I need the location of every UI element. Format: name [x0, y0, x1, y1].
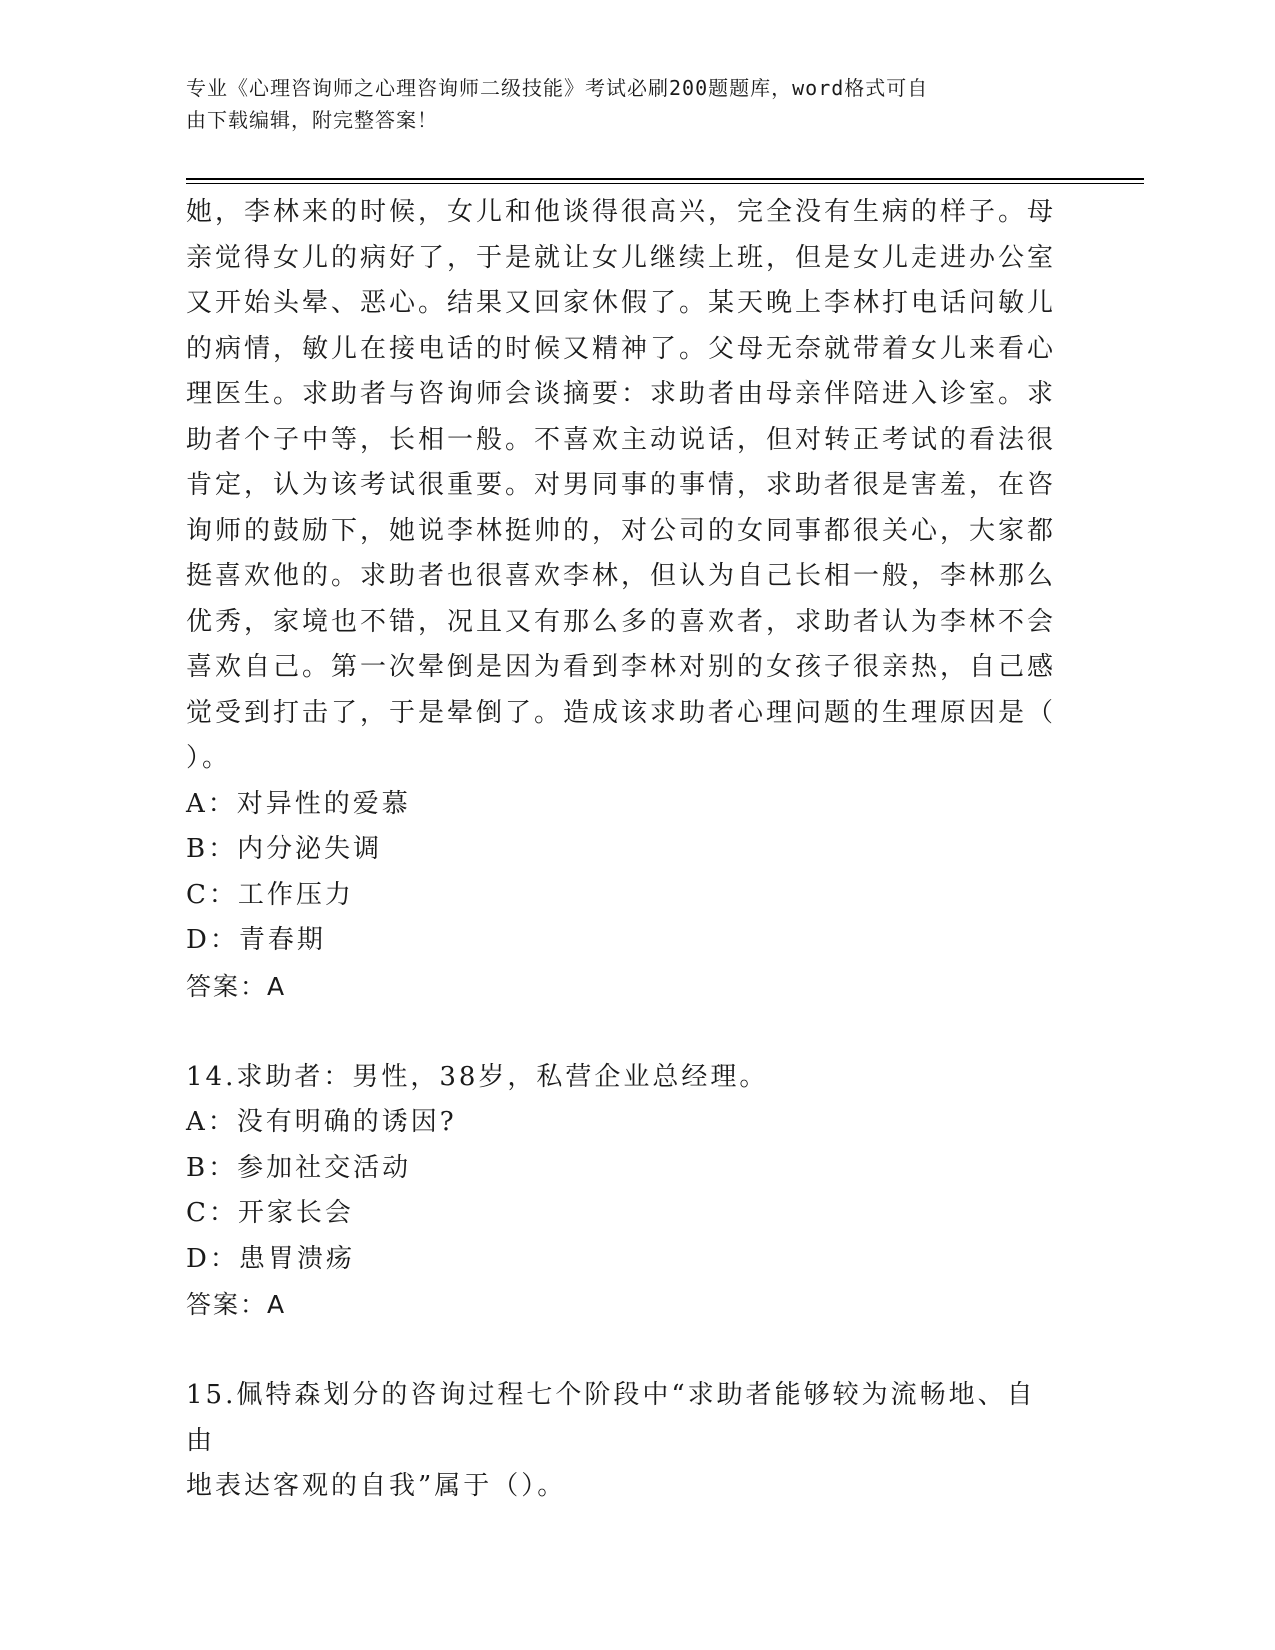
- question-13-line: 询师的鼓励下，她说李林挺帅的，对公司的女同事都很关心，大家都: [186, 515, 1057, 546]
- spacer: [186, 1009, 1056, 1055]
- question-13: [186, 190, 1056, 1009]
- question-13-line: 的病情，敏儿在接电话的时候又精神了。父母无奈就带着女儿来看心: [186, 333, 1057, 364]
- header-divider-thick: [186, 178, 1144, 180]
- question-13-line: 理医生。求助者与咨询师会谈摘要：求助者由母亲伴陪进入诊室。求: [186, 379, 1057, 409]
- question-14-option-c: C：开家长会: [186, 1198, 354, 1228]
- question-13-option-c: C：工作压力: [186, 879, 354, 910]
- question-13-answer: 答案：A: [186, 971, 287, 1001]
- question-13-option-a: A：对异性的爱慕: [186, 788, 411, 819]
- document-body: [186, 190, 1056, 1510]
- question-13-option-b: B：内分泌失调: [186, 834, 383, 864]
- question-14: [186, 1055, 1056, 1328]
- question-13-line: 觉受到打击了，于是晕倒了。造成该求助者心理问题的生理原因是（: [186, 697, 1057, 728]
- question-14-stem: 14.求助者：男性，38岁，私营企业总经理。: [186, 1061, 769, 1092]
- question-13-line: 优秀，家境也不错，况且又有那么多的喜欢者，求助者认为李林不会: [186, 606, 1057, 637]
- question-13-line: 又开始头晕、恶心。结果又回家休假了。某天晚上李林打电话问敏儿: [186, 288, 1057, 318]
- header-line-1: 专业《心理咨询师之心理咨询师二级技能》考试必刷200题题库，word格式可自: [186, 76, 929, 100]
- question-13-line: 喜欢自己。第一次晕倒是因为看到李林对别的女孩子很亲热，自己感: [186, 652, 1057, 682]
- question-15-line: 地表达客观的自我”属于（）。: [186, 1471, 567, 1501]
- question-14-option-d: D：患胃溃疡: [186, 1243, 355, 1274]
- header-line-2: 由下载编辑，附完整答案！: [186, 108, 438, 132]
- question-15-line: 15.佩特森划分的咨询过程七个阶段中“求助者能够较为流畅地、自由: [186, 1380, 1036, 1456]
- question-14-option-a: A：没有明确的诱因?: [186, 1107, 457, 1137]
- question-13-line: 肯定，认为该考试很重要。对男同事的事情，求助者很是害羞，在咨: [186, 470, 1057, 500]
- question-13-option-d: D：青春期: [186, 925, 326, 955]
- question-13-line: 挺喜欢他的。求助者也很喜欢李林，但认为自己长相一般，李林那么: [186, 561, 1057, 591]
- spacer: [186, 1328, 1056, 1374]
- header-divider-thin: [186, 183, 1144, 184]
- question-13-line: 亲觉得女儿的病好了，于是就让女儿继续上班，但是女儿走进办公室: [186, 242, 1057, 273]
- question-13-line: 她，李林来的时候，女儿和他谈得很高兴，完全没有生病的样子。母: [186, 197, 1057, 227]
- question-13-line: 助者个子中等，长相一般。不喜欢主动说话，但对转正考试的看法很: [186, 424, 1057, 455]
- question-14-option-b: B：参加社交活动: [186, 1152, 412, 1183]
- question-15: [186, 1373, 1056, 1510]
- question-14-answer: 答案：A: [186, 1290, 287, 1319]
- question-13-line: ）。: [186, 743, 232, 773]
- page-header: [186, 72, 1066, 136]
